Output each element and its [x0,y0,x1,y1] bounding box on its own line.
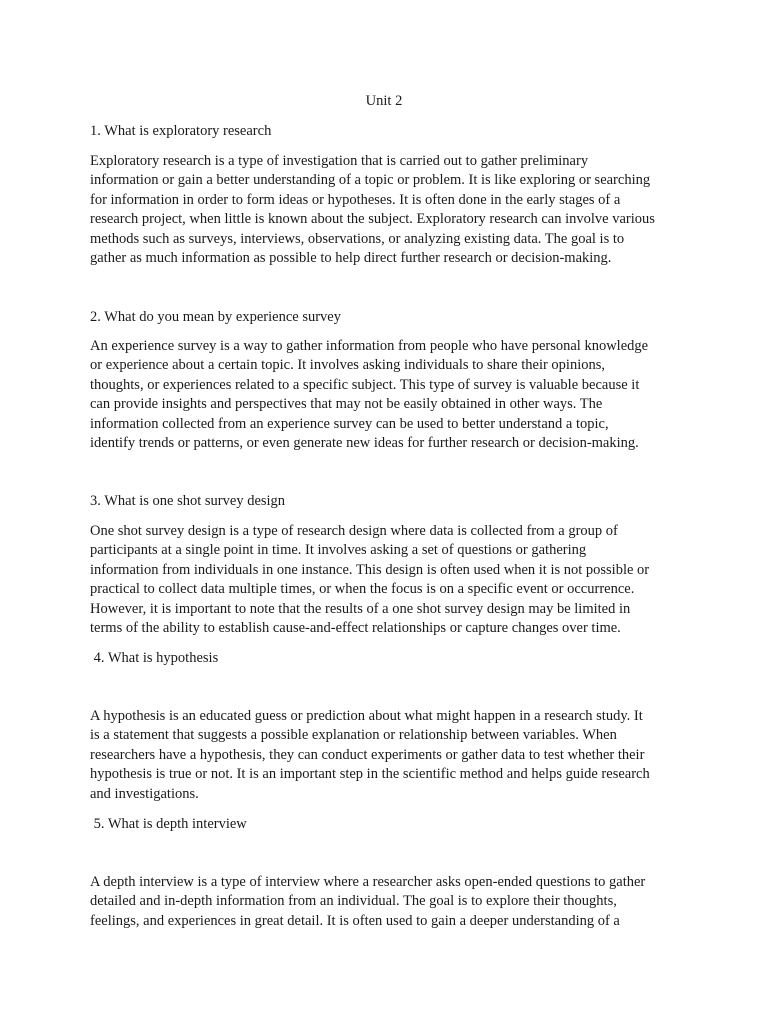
text-line: One shot survey design is a type of research design where data is collected from a group of [90,523,618,539]
answer-1-paragraph [90,152,680,268]
document-title: Unit 2 [365,93,403,109]
question-5-heading: 5. What is depth interview [90,816,247,832]
text-line: can provide insights and perspectives that may not be easily obtained in other ways. The [90,396,603,413]
text-line: thoughts, or experiences related to a specific subject. This type of survey is valuable because it [90,376,640,393]
text-line: and investigations. [90,785,199,802]
text-line: methods such as surveys, interviews, observations, or analyzing existing data. The goal is to [90,230,625,247]
text-line: for information in order to form ideas or hypotheses. It is often done in the early stages of a [90,191,621,208]
text-line: information or gain a better understanding of a topic or problem. It is like exploring or searching [90,172,651,189]
text-line: detailed and in-depth information from an individual. The goal is to explore their thoughts, [90,893,617,910]
question-1-heading: 1. What is exploratory research [90,123,272,139]
text-line: A depth interview is a type of interview where a researcher asks open-ended questions to gather [90,874,646,890]
question-2-heading: 2. What do you mean by experience survey [90,309,341,325]
answer-5-paragraph [90,873,680,931]
text-line: practical to collect data multiple times, or when the focus is on a specific event or occurrence. [90,581,635,598]
text-line: A hypothesis is an educated guess or prediction about what might happen in a research study. It [90,708,643,724]
text-line: hypothesis is true or not. It is an important step in the scientific method and helps guide research [90,766,650,783]
text-line: information from individuals in one instance. This design is often used when it is not possible or [90,561,650,578]
question-3-heading: 3. What is one shot survey design [90,493,286,509]
question-4-heading: 4. What is hypothesis [90,650,219,666]
text-line: An experience survey is a way to gather information from people who have personal knowledge [90,338,649,354]
answer-2-paragraph [90,337,680,453]
text-line: information collected from an experience survey can be used to better understand a topic, [90,415,609,432]
text-line: research project, when little is known about the subject. Exploratory research can involve various [90,211,655,228]
answer-3-paragraph [90,522,680,638]
text-line: researchers have a hypothesis, they can conduct experiments or gather data to test whether their [90,746,645,763]
text-line: participants at a single point in time. It involves asking a set of questions or gathering [90,542,587,559]
text-line: However, it is important to note that the results of a one shot survey design may be limited in [90,600,631,617]
text-line: gather as much information as possible to help direct further research or decision-making. [90,250,612,267]
answer-4-paragraph [90,707,680,804]
text-line: Exploratory research is a type of investigation that is carried out to gather preliminary [90,153,589,169]
text-line: feelings, and experiences in great detail. It is often used to gain a deeper understanding of a [90,912,620,929]
text-line: terms of the ability to establish cause-and-effect relationships or capture changes over time. [90,620,621,637]
text-line: identify trends or patterns, or even generate new ideas for further research or decision-making. [90,435,639,452]
text-line: is a statement that suggests a possible explanation or relationship between variables. When [90,727,617,744]
text-line: or experience about a certain topic. It involves asking individuals to share their opinions, [90,357,606,374]
